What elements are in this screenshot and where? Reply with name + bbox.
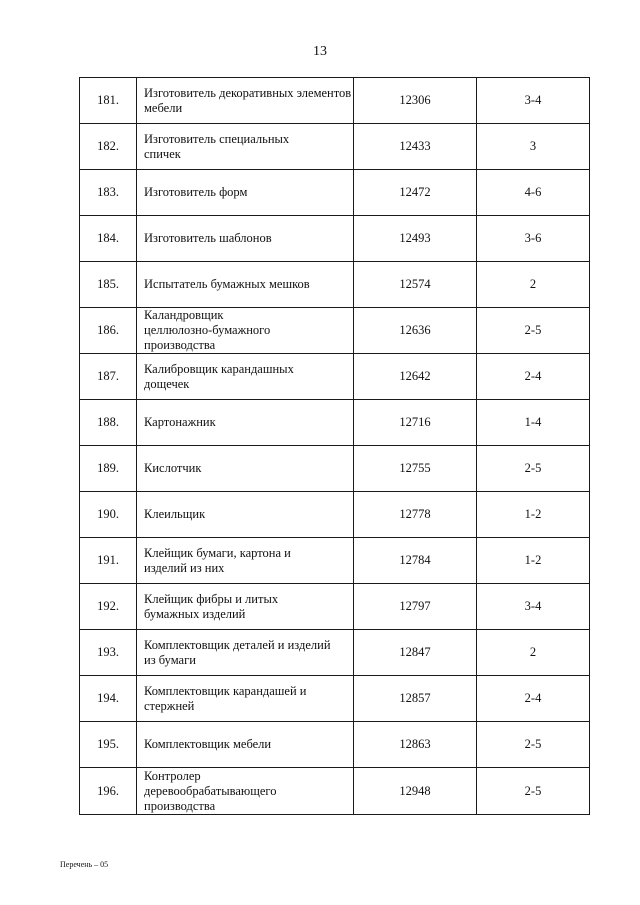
row-number	[80, 216, 137, 262]
qualification-grade	[477, 400, 590, 446]
qualification-grade-text: 1-2	[524, 507, 542, 521]
occupation-name	[137, 446, 354, 492]
qualification-grade	[477, 630, 590, 676]
occupation-name	[137, 722, 354, 768]
qualification-grade-text: 2-4	[524, 369, 542, 383]
table-row	[80, 400, 590, 446]
occupation-code-text: 12784	[399, 553, 431, 567]
qualification-grade-text: 3-6	[524, 231, 542, 245]
row-number	[80, 400, 137, 446]
row-number-text: 196.	[97, 783, 119, 798]
table-row	[80, 768, 590, 815]
occupation-code-text: 12493	[399, 231, 431, 245]
occupation-code	[354, 124, 477, 170]
occupation-code	[354, 768, 477, 815]
occupation-name	[137, 308, 354, 354]
row-number	[80, 308, 137, 354]
occupation-code-text: 12857	[399, 691, 431, 705]
occupation-code	[354, 354, 477, 400]
qualification-grade-text: 1-2	[524, 553, 542, 567]
occupation-code-text: 12433	[399, 139, 431, 153]
occupation-code	[354, 630, 477, 676]
qualification-grade-text: 3-4	[524, 93, 542, 107]
occupation-name	[137, 676, 354, 722]
row-number-text: 186.	[97, 323, 119, 337]
qualification-grade	[477, 216, 590, 262]
qualification-grade-text: 2-5	[524, 461, 542, 475]
table-row	[80, 722, 590, 768]
occupation-code	[354, 78, 477, 124]
row-number-text: 185.	[97, 277, 119, 291]
row-number-text: 188.	[97, 415, 119, 429]
occupation-code	[354, 492, 477, 538]
occupation-code	[354, 722, 477, 768]
qualification-grade	[477, 492, 590, 538]
occupation-name-text: Изготовитель декоративных элементов мебели	[144, 85, 352, 115]
qualification-grade	[477, 584, 590, 630]
occupation-code-text: 12797	[399, 599, 431, 613]
qualification-grade	[477, 538, 590, 584]
table-row	[80, 262, 590, 308]
row-number-text: 192.	[97, 599, 119, 613]
occupation-name	[137, 492, 354, 538]
occupation-name-text: Кислотчик	[144, 461, 202, 475]
row-number-text: 181.	[97, 93, 119, 107]
occupation-name	[137, 630, 354, 676]
occupation-code	[354, 308, 477, 354]
qualification-grade	[477, 446, 590, 492]
occupation-name-text: Калибровщик карандашных дощечек	[144, 361, 294, 391]
occupation-name	[137, 768, 354, 815]
row-number	[80, 584, 137, 630]
table-row	[80, 354, 590, 400]
row-number-text: 187.	[97, 369, 119, 383]
document-footer: Перечень – 05	[60, 860, 109, 869]
table-row	[80, 216, 590, 262]
occupation-name	[137, 538, 354, 584]
qualification-grade	[477, 170, 590, 216]
occupation-code-text: 12574	[399, 277, 431, 291]
occupation-code-text: 12642	[399, 369, 431, 383]
qualification-grade	[477, 722, 590, 768]
occupation-code-text: 12778	[399, 507, 431, 521]
occupation-name	[137, 78, 354, 124]
row-number	[80, 78, 137, 124]
qualification-grade-text: 3	[529, 139, 537, 153]
row-number-text: 184.	[97, 231, 119, 245]
row-number	[80, 492, 137, 538]
row-number	[80, 676, 137, 722]
occupation-name-text: Испытатель бумажных мешков	[144, 277, 310, 291]
row-number	[80, 768, 137, 815]
occupation-name-text: Клейщик фибры и литых бумажных изделий	[144, 591, 279, 621]
occupation-name	[137, 400, 354, 446]
row-number	[80, 446, 137, 492]
occupation-code	[354, 216, 477, 262]
qualification-grade	[477, 124, 590, 170]
row-number-text: 183.	[97, 185, 119, 199]
occupation-code-text: 12863	[399, 737, 431, 751]
table-row	[80, 584, 590, 630]
occupation-name	[137, 262, 354, 308]
row-number	[80, 262, 137, 308]
occupation-name	[137, 354, 354, 400]
row-number	[80, 124, 137, 170]
qualification-grade-text: 4-6	[524, 185, 542, 199]
qualification-grade-text: 2-4	[524, 691, 542, 705]
table-row	[80, 492, 590, 538]
row-number	[80, 722, 137, 768]
occupation-name-text: Изготовитель шаблонов	[144, 231, 272, 245]
occupation-code-text: 12472	[399, 185, 431, 199]
occupation-code-text: 12948	[399, 783, 431, 798]
qualification-grade	[477, 78, 590, 124]
occupation-name-text: Клейщик бумаги, картона и изделий из них	[144, 545, 291, 575]
table-row	[80, 124, 590, 170]
row-number-text: 189.	[97, 461, 119, 475]
occupation-code	[354, 170, 477, 216]
occupation-name	[137, 216, 354, 262]
row-number-text: 191.	[97, 553, 119, 567]
occupation-name	[137, 584, 354, 630]
occupation-code-text: 12636	[399, 323, 431, 337]
occupation-code	[354, 446, 477, 492]
occupation-code-text: 12716	[399, 415, 431, 429]
occupation-name-text: Комплектовщик карандашей и стержней	[144, 683, 307, 713]
row-number	[80, 354, 137, 400]
occupations-table-body	[80, 78, 590, 815]
occupation-name-text: Каландровщик целлюлозно-бумажного производства	[144, 308, 271, 352]
occupation-code-text: 12847	[399, 645, 431, 659]
occupation-code	[354, 584, 477, 630]
occupation-code-text: 12755	[399, 461, 431, 475]
qualification-grade	[477, 308, 590, 354]
table-row	[80, 538, 590, 584]
occupation-name-text: Изготовитель форм	[144, 185, 248, 199]
occupation-name	[137, 170, 354, 216]
occupation-code	[354, 676, 477, 722]
row-number-text: 190.	[97, 507, 119, 521]
row-number-text: 195.	[97, 737, 119, 751]
occupation-name-text: Изготовитель специальных спичек	[144, 131, 290, 161]
occupation-name-text: Комплектовщик мебели	[144, 737, 272, 751]
table-row	[80, 630, 590, 676]
occupation-name-text: Картонажник	[144, 415, 216, 429]
table-row	[80, 676, 590, 722]
qualification-grade	[477, 354, 590, 400]
occupation-name-text: Клеильщик	[144, 507, 206, 521]
table-row	[80, 308, 590, 354]
occupation-name	[137, 124, 354, 170]
table-row	[80, 78, 590, 124]
occupation-name-text: Контролер деревообрабатывающего производства	[144, 768, 277, 813]
row-number	[80, 538, 137, 584]
occupation-code	[354, 400, 477, 446]
row-number-text: 193.	[97, 645, 119, 659]
qualification-grade-text: 1-4	[524, 415, 542, 429]
table-row	[80, 170, 590, 216]
row-number-text: 194.	[97, 691, 119, 705]
qualification-grade-text: 2	[529, 277, 537, 291]
qualification-grade-text: 3-4	[524, 599, 542, 613]
qualification-grade	[477, 768, 590, 815]
qualification-grade-text: 2-5	[524, 737, 542, 751]
row-number-text: 182.	[97, 139, 119, 153]
occupation-code	[354, 262, 477, 308]
occupation-code-text: 12306	[399, 93, 431, 107]
table-row	[80, 446, 590, 492]
qualification-grade	[477, 262, 590, 308]
qualification-grade-text: 2-5	[524, 323, 542, 337]
row-number	[80, 630, 137, 676]
row-number	[80, 170, 137, 216]
qualification-grade-text: 2	[529, 645, 537, 659]
occupations-table	[79, 77, 590, 815]
qualification-grade	[477, 676, 590, 722]
qualification-grade-text: 2-5	[524, 783, 542, 798]
occupation-code	[354, 538, 477, 584]
page-number: 13	[313, 44, 327, 59]
occupation-name-text: Комплектовщик деталей и изделий из бумаги	[144, 637, 331, 667]
